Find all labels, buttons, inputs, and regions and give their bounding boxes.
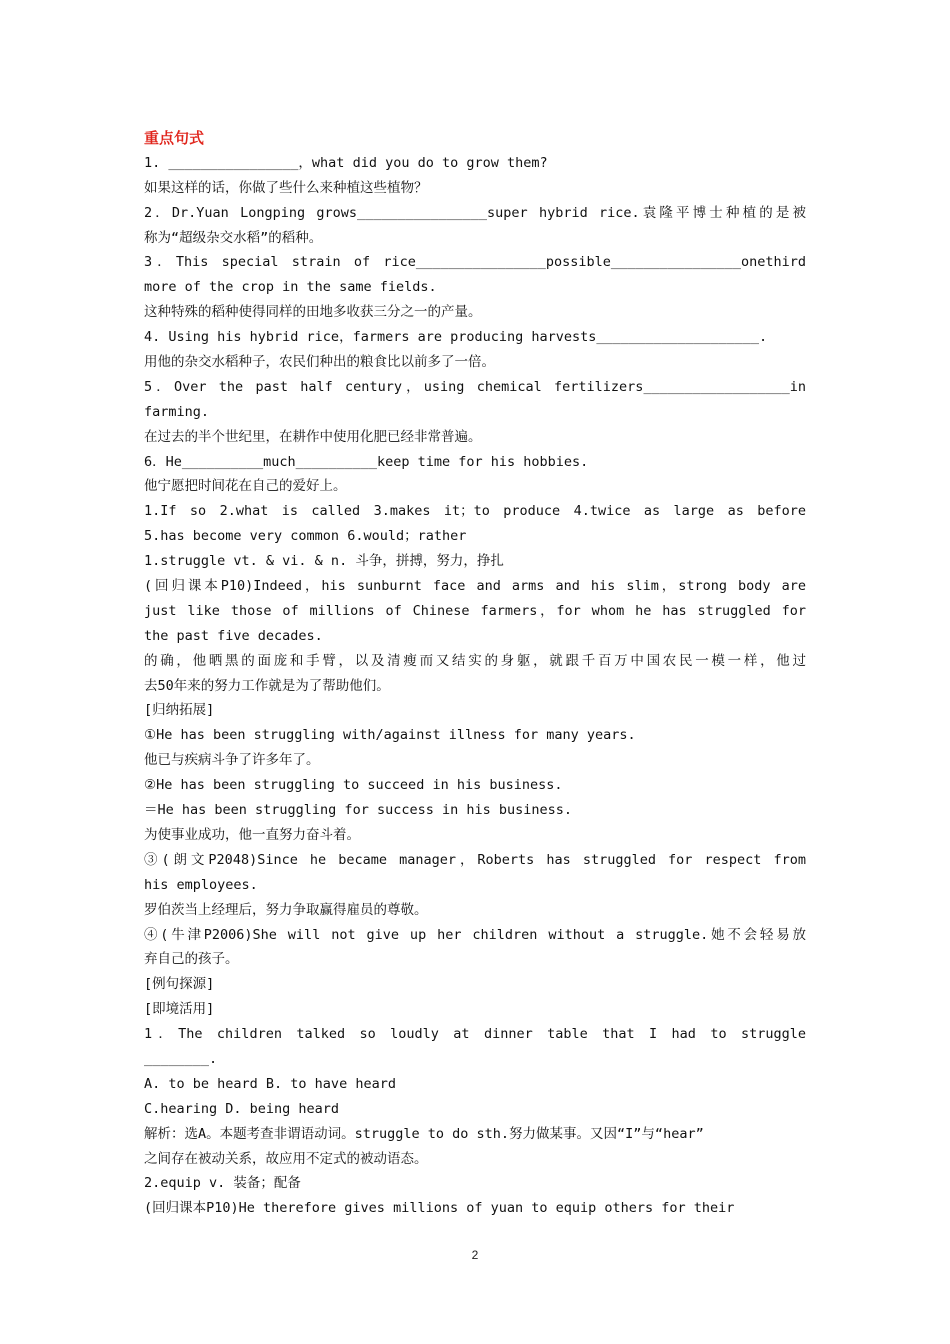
text-line: 2.equip v. 装备；配备: [144, 1175, 301, 1192]
text-line: 用他的杂交水稻种子，农民们种出的粮食比以前多了一倍。: [144, 354, 495, 371]
text-line: 去50年来的努力工作就是为了帮助他们。: [144, 677, 390, 694]
text-line: ③(朗文P2048)Since he became manager，Roberts has struggled for respect from: [144, 851, 806, 868]
text-line: the past five decades.: [144, 627, 323, 644]
text-line: 6．He__________much__________keep time for his hobbies.: [144, 453, 589, 470]
text-line: [即境活用]: [144, 1001, 215, 1018]
text-line: 这种特殊的稻种使得同样的田地多收获三分之一的产量。: [144, 304, 482, 321]
text-line: 1. ________________，what did you do to grow them?: [144, 154, 548, 171]
text-line: (回归课本P10)Indeed，his sunburnt face and arms and his slim，strong body are: [144, 578, 806, 595]
text-line: more of the crop in the same fields.: [144, 279, 437, 296]
document-body: [144, 126, 806, 1221]
text-line: his employees.: [144, 876, 258, 893]
text-line: 3．This special strain of rice________________possible________________onethird: [144, 254, 806, 271]
text-line: 1．The children talked so loudly at dinner table that I had to struggle: [144, 1026, 806, 1043]
text-line: [归纳拓展]: [144, 702, 215, 719]
text-line: (回归课本P10)He therefore gives millions of yuan to equip others for their: [144, 1200, 735, 1217]
text-lines: [144, 151, 806, 1221]
text-line: A. to be heard B. to have heard: [144, 1075, 396, 1092]
text-line: 5．Over the past half century，using chemical fertilizers__________________in: [144, 378, 806, 395]
text-line: ②He has been struggling to succeed in his business.: [144, 777, 563, 794]
text-line: 为使事业成功，他一直努力奋斗着。: [144, 826, 360, 843]
text-line: 他已与疾病斗争了许多年了。: [144, 752, 320, 769]
text-line: 1.struggle vt. & vi. & n. 斗争，拼搏，努力，挣扎: [144, 553, 504, 570]
text-line: ④(牛津P2006)She will not give up her children without a struggle.她不会轻易放: [144, 926, 806, 943]
text-line: 在过去的半个世纪里，在耕作中使用化肥已经非常普遍。: [144, 428, 482, 445]
text-line: 弃自己的孩子。: [144, 951, 239, 968]
text-line: 1.If so 2.what is called 3.makes it；to produce 4.twice as large as before: [144, 503, 806, 520]
text-line: farming.: [144, 403, 210, 420]
text-line: 罗伯茨当上经理后，努力争取赢得雇员的尊敬。: [144, 901, 428, 918]
text-line: ________.: [144, 1050, 218, 1067]
text-line: 解析：选A。本题考查非谓语动词。struggle to do sth.努力做某事。又因“I”与“hear”: [144, 1125, 704, 1142]
text-line: 称为“超级杂交水稻”的稻种。: [144, 229, 323, 246]
text-line: 之间存在被动关系，故应用不定式的被动语态。: [144, 1150, 428, 1167]
page-number: 2: [471, 1248, 479, 1262]
section-title: 重点句式: [144, 129, 205, 147]
text-line: 的确，他晒黑的面庞和手臂，以及清瘦而又结实的身躯，就跟千百万中国农民一模一样，他过: [144, 652, 806, 669]
text-line: 如果这样的话，你做了些什么来种植这些植物？: [144, 179, 428, 196]
text-line: [例句探源]: [144, 976, 215, 993]
text-line: ＝He has been struggling for success in his business.: [144, 802, 573, 819]
text-line: 4. Using his hybrid rice，farmers are producing harvests____________________.: [144, 329, 768, 346]
text-line: 2．Dr.Yuan Longping grows________________super hybrid rice.袁隆平博士种植的是被: [144, 204, 806, 221]
text-line: 5.has become very common 6.would；rather: [144, 528, 467, 545]
text-line: C.hearing D. being heard: [144, 1100, 340, 1117]
text-line: ①He has been struggling with/against illness for many years.: [144, 727, 636, 744]
text-line: 他宁愿把时间花在自己的爱好上。: [144, 478, 347, 495]
text-line: just like those of millions of Chinese farmers，for whom he has struggled for: [144, 602, 806, 619]
